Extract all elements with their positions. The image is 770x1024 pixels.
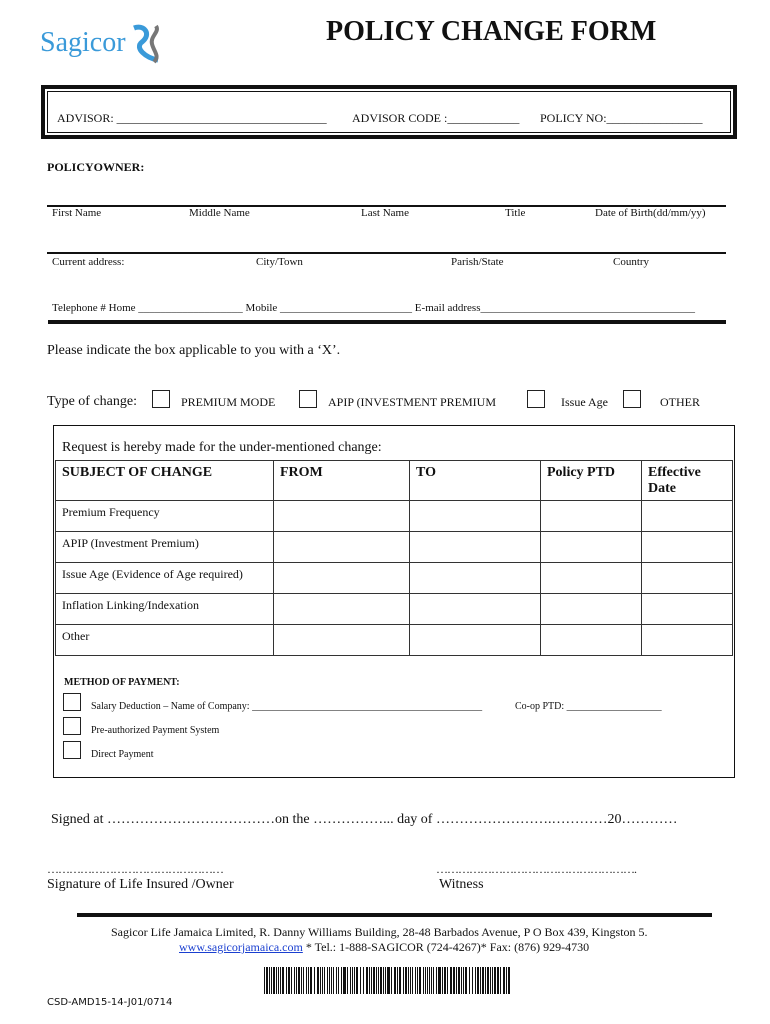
row-input-cell[interactable] xyxy=(409,562,541,594)
row-input-cell[interactable] xyxy=(540,624,642,656)
other-label: OTHER xyxy=(660,395,700,409)
barcode-bar xyxy=(267,967,268,994)
row-input-cell[interactable] xyxy=(409,624,541,656)
premium-mode-checkbox[interactable] xyxy=(152,390,170,408)
last-name-field[interactable]: Last Name xyxy=(361,207,409,219)
barcode-bar xyxy=(439,967,440,994)
row-input-cell[interactable] xyxy=(540,562,642,594)
barcode-bar xyxy=(506,967,507,994)
barcode-bar xyxy=(286,967,287,994)
row-subject: Inflation Linking/Indexation xyxy=(55,593,274,625)
barcode-bar xyxy=(280,967,281,994)
advisor-code-field[interactable]: ADVISOR CODE :____________ xyxy=(352,111,520,125)
barcode-bar xyxy=(338,967,339,994)
row-input-cell[interactable] xyxy=(540,593,642,625)
barcode-bar xyxy=(298,967,299,994)
address-field[interactable]: Current address: xyxy=(52,256,125,268)
barcode-bar xyxy=(366,967,367,994)
barcode-bar xyxy=(410,967,411,994)
barcode-bar xyxy=(381,967,382,994)
barcode-bar xyxy=(336,967,337,994)
barcode-bar xyxy=(482,967,483,994)
row-subject: Premium Frequency xyxy=(55,500,274,532)
barcode-bar xyxy=(490,967,491,994)
parish-field[interactable]: Parish/State xyxy=(451,256,504,268)
barcode-bar xyxy=(508,967,509,994)
barcode-bar xyxy=(429,967,430,994)
barcode-bar xyxy=(442,967,443,994)
barcode-bar xyxy=(469,967,470,994)
row-input-cell[interactable] xyxy=(273,624,410,656)
row-input-cell[interactable] xyxy=(641,500,733,532)
issue-age-checkbox[interactable] xyxy=(527,390,545,408)
policyowner-heading: POLICYOWNER: xyxy=(47,160,145,174)
header-from: FROM xyxy=(273,460,410,501)
barcode-bar xyxy=(296,967,297,994)
barcode-bar xyxy=(447,967,448,994)
barcode-bar xyxy=(352,967,353,994)
barcode-bar xyxy=(318,967,319,994)
barcode-bar xyxy=(331,967,332,994)
sagicor-logo xyxy=(40,22,164,64)
barcode-bar xyxy=(438,967,439,994)
row-input-cell[interactable] xyxy=(273,531,410,563)
title-field[interactable]: Title xyxy=(505,207,526,219)
barcode-bar xyxy=(451,967,452,994)
barcode-bar xyxy=(264,967,265,994)
header-subject: SUBJECT OF CHANGE xyxy=(55,460,274,501)
row-input-cell[interactable] xyxy=(540,500,642,532)
barcode-bar xyxy=(461,967,462,994)
barcode-bar xyxy=(394,967,395,994)
barcode-bar xyxy=(301,967,302,994)
barcode-bar xyxy=(495,967,496,994)
phone-email-fields[interactable]: Telephone # Home ___________________ Mobile ________________________ E-mail address_______________________________________ xyxy=(52,302,695,314)
logo-text: Sagicor xyxy=(40,27,126,58)
barcode-bar xyxy=(276,967,277,994)
barcode-bar xyxy=(320,967,321,994)
coop-ptd-field[interactable]: Co-op PTD: ___________________ xyxy=(515,701,662,712)
barcode-bar xyxy=(415,967,416,994)
barcode-bar xyxy=(487,967,488,994)
barcode-bar xyxy=(485,967,486,994)
logo-swirl-icon xyxy=(130,22,164,64)
barcode xyxy=(264,967,512,994)
barcode-bar xyxy=(308,967,309,994)
barcode-bar xyxy=(391,967,392,994)
barcode-bar xyxy=(354,967,355,994)
barcode-bar xyxy=(344,967,345,994)
policy-no-field[interactable]: POLICY NO:________________ xyxy=(540,111,703,125)
footer-divider xyxy=(77,913,712,917)
barcode-bar xyxy=(406,967,407,994)
row-subject: Other xyxy=(55,624,274,656)
other-checkbox[interactable] xyxy=(623,390,641,408)
instruction-text: Please indicate the box applicable to you with a ‘X’. xyxy=(47,343,341,358)
barcode-bar xyxy=(503,967,504,994)
barcode-bar xyxy=(347,967,348,994)
row-input-cell[interactable] xyxy=(641,562,733,594)
first-name-field[interactable]: First Name xyxy=(52,207,102,219)
row-input-cell[interactable] xyxy=(273,500,410,532)
advisor-field[interactable]: ADVISOR: ___________________________________ xyxy=(57,111,327,125)
barcode-bar xyxy=(494,967,495,994)
barcode-bar xyxy=(453,967,454,994)
barcode-bar xyxy=(282,967,283,994)
row-input-cell[interactable] xyxy=(641,531,733,563)
barcode-bar xyxy=(477,967,478,994)
preauth-label: Pre-authorized Payment System xyxy=(91,725,220,736)
country-field[interactable]: Country xyxy=(613,256,650,268)
barcode-bar xyxy=(492,967,493,994)
request-intro: Request is hereby made for the under-mentioned change: xyxy=(62,440,382,455)
footer-phone-fax: * Tel.: 1-888-SAGICOR (724-4267)* Fax: (876) 929-4730 xyxy=(302,940,590,954)
salary-deduction-field[interactable]: Salary Deduction – Name of Company: ______________________________________________ xyxy=(91,701,483,712)
barcode-bar xyxy=(480,967,481,994)
barcode-bar xyxy=(463,967,464,994)
header-to: TO xyxy=(409,460,541,501)
barcode-bar xyxy=(408,967,409,994)
barcode-bar xyxy=(458,967,459,994)
barcode-bar xyxy=(500,967,501,994)
barcode-bar xyxy=(288,967,289,994)
row-input-cell[interactable] xyxy=(409,531,541,563)
barcode-bar xyxy=(436,967,437,994)
barcode-bar xyxy=(450,967,451,994)
barcode-bar xyxy=(444,967,445,994)
barcode-bar xyxy=(271,967,272,994)
type-of-change-label: Type of change: xyxy=(47,394,137,409)
footer-contact xyxy=(179,940,589,955)
barcode-bar xyxy=(475,967,476,994)
premium-mode-label: PREMIUM MODE xyxy=(181,395,276,409)
header-effective-date: Effective Date xyxy=(641,460,733,501)
barcode-bar xyxy=(412,967,413,994)
barcode-bar xyxy=(425,967,426,994)
barcode-bar xyxy=(322,967,323,994)
barcode-bar xyxy=(266,967,267,994)
barcode-bar xyxy=(360,967,361,994)
owner-signature-label: Signature of Life Insured /Owner xyxy=(47,877,234,892)
barcode-bar xyxy=(387,967,388,994)
barcode-bar xyxy=(431,967,432,994)
footer-address: Sagicor Life Jamaica Limited, R. Danny Williams Building, 28-48 Barbados Avenue, P O Box 439, Kingston 5. xyxy=(111,925,648,939)
barcode-bar xyxy=(278,967,279,994)
barcode-bar xyxy=(314,967,315,994)
barcode-bar xyxy=(427,967,428,994)
barcode-bar xyxy=(333,967,334,994)
barcode-bar xyxy=(371,967,372,994)
row-subject: APIP (Investment Premium) xyxy=(55,531,274,563)
preauth-checkbox[interactable] xyxy=(63,717,81,735)
barcode-bar xyxy=(419,967,420,994)
barcode-bar xyxy=(497,967,498,994)
website-link[interactable]: www.sagicorjamaica.com xyxy=(179,940,303,954)
barcode-bar xyxy=(303,967,304,994)
barcode-bar xyxy=(433,967,434,994)
barcode-bar xyxy=(472,967,473,994)
row-input-cell[interactable] xyxy=(641,624,733,656)
barcode-bar xyxy=(329,967,330,994)
barcode-bar xyxy=(306,967,307,994)
barcode-bar xyxy=(294,967,295,994)
barcode-bar xyxy=(456,967,457,994)
barcode-bar xyxy=(310,967,311,994)
barcode-bar xyxy=(488,967,489,994)
signed-at-line[interactable]: Signed at ………………………………on the ……………... day of …………………….…………20………… xyxy=(51,812,678,827)
barcode-bar xyxy=(324,967,325,994)
barcode-bar xyxy=(483,967,484,994)
city-field[interactable]: City/Town xyxy=(256,256,303,268)
barcode-bar xyxy=(356,967,357,994)
barcode-bar xyxy=(274,967,275,994)
owner-signature-line[interactable]: ………………………………………… xyxy=(47,862,223,876)
row-input-cell[interactable] xyxy=(540,531,642,563)
barcode-bar xyxy=(374,967,375,994)
barcode-bar xyxy=(417,967,418,994)
barcode-bar xyxy=(343,967,344,994)
payment-heading: METHOD OF PAYMENT: xyxy=(64,677,180,688)
barcode-bar xyxy=(341,967,342,994)
barcode-bar xyxy=(380,967,381,994)
issue-age-label: Issue Age xyxy=(561,395,608,409)
barcode-bar xyxy=(465,967,466,994)
dob-field[interactable]: Date of Birth(dd/mm/yy) xyxy=(595,207,706,219)
page-title: POLICY CHANGE FORM xyxy=(326,16,657,47)
direct-payment-checkbox[interactable] xyxy=(63,741,81,759)
barcode-bar xyxy=(383,967,384,994)
barcode-bar xyxy=(403,967,404,994)
barcode-bar xyxy=(273,967,274,994)
barcode-bar xyxy=(376,967,377,994)
barcode-bar xyxy=(363,967,364,994)
form-code: CSD-AMD15-14-J01/0714 xyxy=(47,997,173,1008)
row-input-cell[interactable] xyxy=(641,593,733,625)
barcode-bar xyxy=(269,967,270,994)
apip-label: APIP (INVESTMENT PREMIUM xyxy=(328,395,497,409)
barcode-bar xyxy=(378,967,379,994)
row-subject: Issue Age (Evidence of Age required) xyxy=(55,562,274,594)
barcode-bar xyxy=(291,967,292,994)
barcode-bar xyxy=(369,967,370,994)
barcode-bar xyxy=(388,967,389,994)
middle-name-field[interactable]: Middle Name xyxy=(189,207,250,219)
header-policy-ptd: Policy PTD xyxy=(540,460,642,501)
barcode-bar xyxy=(405,967,406,994)
witness-signature-line[interactable]: ………………………………………………. xyxy=(436,862,636,876)
barcode-bar xyxy=(373,967,374,994)
barcode-bar xyxy=(299,967,300,994)
barcode-bar xyxy=(317,967,318,994)
row-input-cell[interactable] xyxy=(273,562,410,594)
row-input-cell[interactable] xyxy=(409,593,541,625)
barcode-bar xyxy=(399,967,400,994)
apip-checkbox[interactable] xyxy=(299,390,317,408)
barcode-bar xyxy=(327,967,328,994)
row-input-cell[interactable] xyxy=(273,593,410,625)
row-input-cell[interactable] xyxy=(409,500,541,532)
barcode-bar xyxy=(397,967,398,994)
barcode-bar xyxy=(423,967,424,994)
direct-payment-label: Direct Payment xyxy=(91,749,154,760)
salary-deduction-checkbox[interactable] xyxy=(63,693,81,711)
barcode-bar xyxy=(385,967,386,994)
barcode-bar xyxy=(350,967,351,994)
witness-label: Witness xyxy=(439,877,484,892)
